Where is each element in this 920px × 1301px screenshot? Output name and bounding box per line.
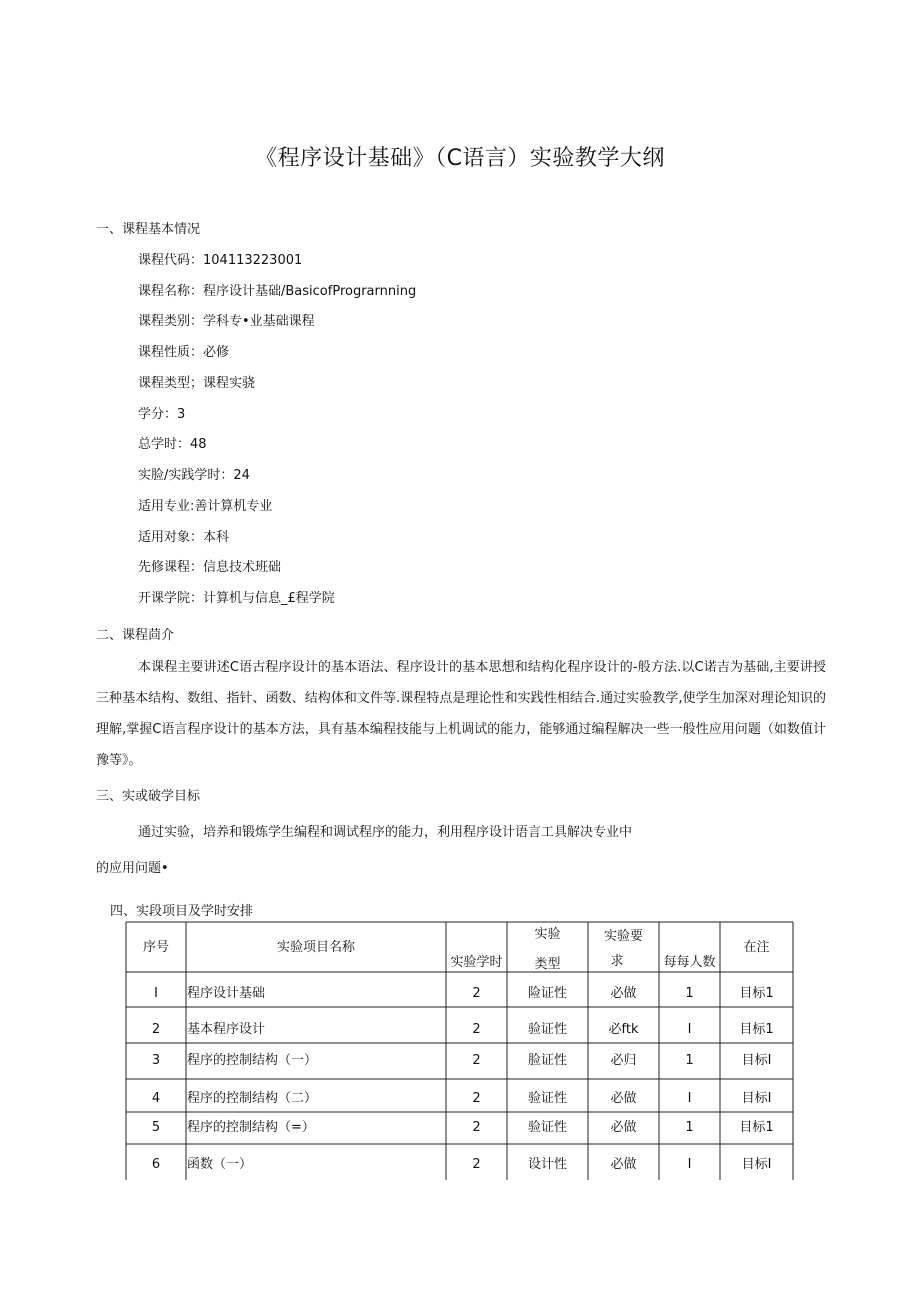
document-title: 《程序设计基础》（C语言）实验教学大纲 <box>255 146 665 171</box>
table-row-3-seq: 3 <box>151 1053 161 1068</box>
table-row-2-type: 验证性 <box>527 1022 567 1037</box>
table-row-6-type: 设计性 <box>527 1157 567 1172</box>
table-row-6-name: 函数（一） <box>187 1157 253 1172</box>
table-row-3-hours: 2 <box>472 1053 481 1068</box>
table-row-6-people: I <box>687 1157 692 1172</box>
table-row-3-people: 1 <box>685 1053 694 1068</box>
table-row-1-name: 程序设计基础 <box>187 986 266 1001</box>
table-row-3-type: 脸证性 <box>527 1053 567 1068</box>
field-course-category: 课程类别：学科专•业基础课程 <box>138 314 315 329</box>
header-people: 每每人数 <box>663 955 716 970</box>
section4-heading: 四、实段项目及学时安排 <box>110 904 254 919</box>
header-type-b: 类型 <box>534 957 561 972</box>
table-row-1-seq: I <box>154 986 158 1001</box>
field-prerequisite: 先修课程：信息技术班础 <box>138 560 282 575</box>
table-row-2-hours: 2 <box>472 1022 481 1037</box>
table-row-6-note: 目标I <box>741 1157 772 1172</box>
section3-line2: 的应用问题• <box>96 861 169 876</box>
table-row-6-seq: 6 <box>151 1157 161 1172</box>
table-row-5-type: 验证性 <box>527 1120 567 1135</box>
table-row-3-name: 程序的控制结构（一） <box>187 1053 318 1068</box>
table-row-4-req: 必做 <box>610 1091 637 1106</box>
table-row-2-seq: 2 <box>151 1022 161 1037</box>
table-row-5-note: 目标1 <box>739 1120 774 1135</box>
header-name: 实验项目名称 <box>276 940 355 955</box>
table-row-1-type: 险证性 <box>527 986 567 1001</box>
field-college: 开课学院：计算机与信息_£程学院 <box>138 591 335 606</box>
header-hours: 实验学时 <box>450 955 503 970</box>
field-total-hours: 总学时：48 <box>138 437 207 452</box>
field-major: 适用专业:善计算机专业 <box>138 499 273 514</box>
table-row-6-req: 必做 <box>610 1157 637 1172</box>
field-course-code: 课程代码：104113223001 <box>138 253 303 268</box>
table-row-4-seq: 4 <box>151 1091 161 1106</box>
header-seq: 序号 <box>142 940 169 955</box>
section3-heading: 三、实或破学目标 <box>96 789 201 804</box>
field-credits: 学分：3 <box>138 407 186 422</box>
header-type-a: 实验 <box>534 927 561 942</box>
section2-heading: 二、课程茴介 <box>96 628 175 643</box>
field-course-name: 课程名称：程序设计基础/BasicofPrograrnning <box>138 284 417 299</box>
table-row-5-hours: 2 <box>472 1120 481 1135</box>
table-row-1-people: 1 <box>685 986 694 1001</box>
section3-line1: 通过实验，培养和锻炼学生编程和调试程序的能力，利用程序设计语言工具解决专业中 <box>138 825 633 840</box>
table-row-4-people: I <box>687 1091 692 1106</box>
table-row-4-type: 验证性 <box>527 1091 567 1106</box>
table-row-5-req: 必做 <box>610 1120 637 1135</box>
section1-heading: 一、课程基本情况 <box>96 222 201 237</box>
table-row-1-hours: 2 <box>472 986 481 1001</box>
table-row-1-req: 必做 <box>610 986 637 1001</box>
header-note: 在注 <box>743 940 770 955</box>
table-row-1-note: 目标1 <box>739 986 774 1001</box>
table-row-4-name: 程序的控制结构（二） <box>187 1091 318 1106</box>
field-course-nature: 课程性质：必修 <box>138 345 230 360</box>
header-req-a: 实验要 <box>603 929 643 944</box>
table-row-2-people: I <box>687 1022 692 1037</box>
table-row-4-hours: 2 <box>472 1091 481 1106</box>
table-row-5-seq: 5 <box>151 1120 161 1135</box>
table-row-5-people: 1 <box>685 1120 694 1135</box>
field-lab-hours: 实脸/实践学时：24 <box>138 468 250 483</box>
table-row-6-hours: 2 <box>472 1157 481 1172</box>
section2-body: 本课程主要讲述C语古程序设计的基本语法、程序设计的基本思想和结构化程序设计的-般方法.以C诺吉为基础,主要讲授三种基本结构、数组、指针、函数、结构体和文件等.课程特点是理论性和实践性相结合.通过实验教学,使学生加深对理论知识的理解,掌握C语言程序设计的基本方法，具有基本编程技能与上机调试的能力，能够通过编程解决一些一般性应用问题（如数值计豫等》。 <box>96 660 826 768</box>
table-row-2-note: 目标1 <box>739 1022 774 1037</box>
table-row-5-name: 程序的控制结构（=） <box>187 1120 315 1135</box>
field-audience: 适用对象：本科 <box>138 530 230 545</box>
table-row-3-req: 必归 <box>610 1053 637 1068</box>
table-row-3-note: 目标I <box>741 1053 772 1068</box>
table-row-2-name: 基本程序设计 <box>187 1022 266 1037</box>
header-req-b: 求 <box>610 954 624 969</box>
field-course-type: 课程类型；课程实骁 <box>138 376 256 391</box>
table-row-2-req: 必ftk <box>608 1022 639 1037</box>
table-row-4-note: 目标I <box>741 1091 772 1106</box>
